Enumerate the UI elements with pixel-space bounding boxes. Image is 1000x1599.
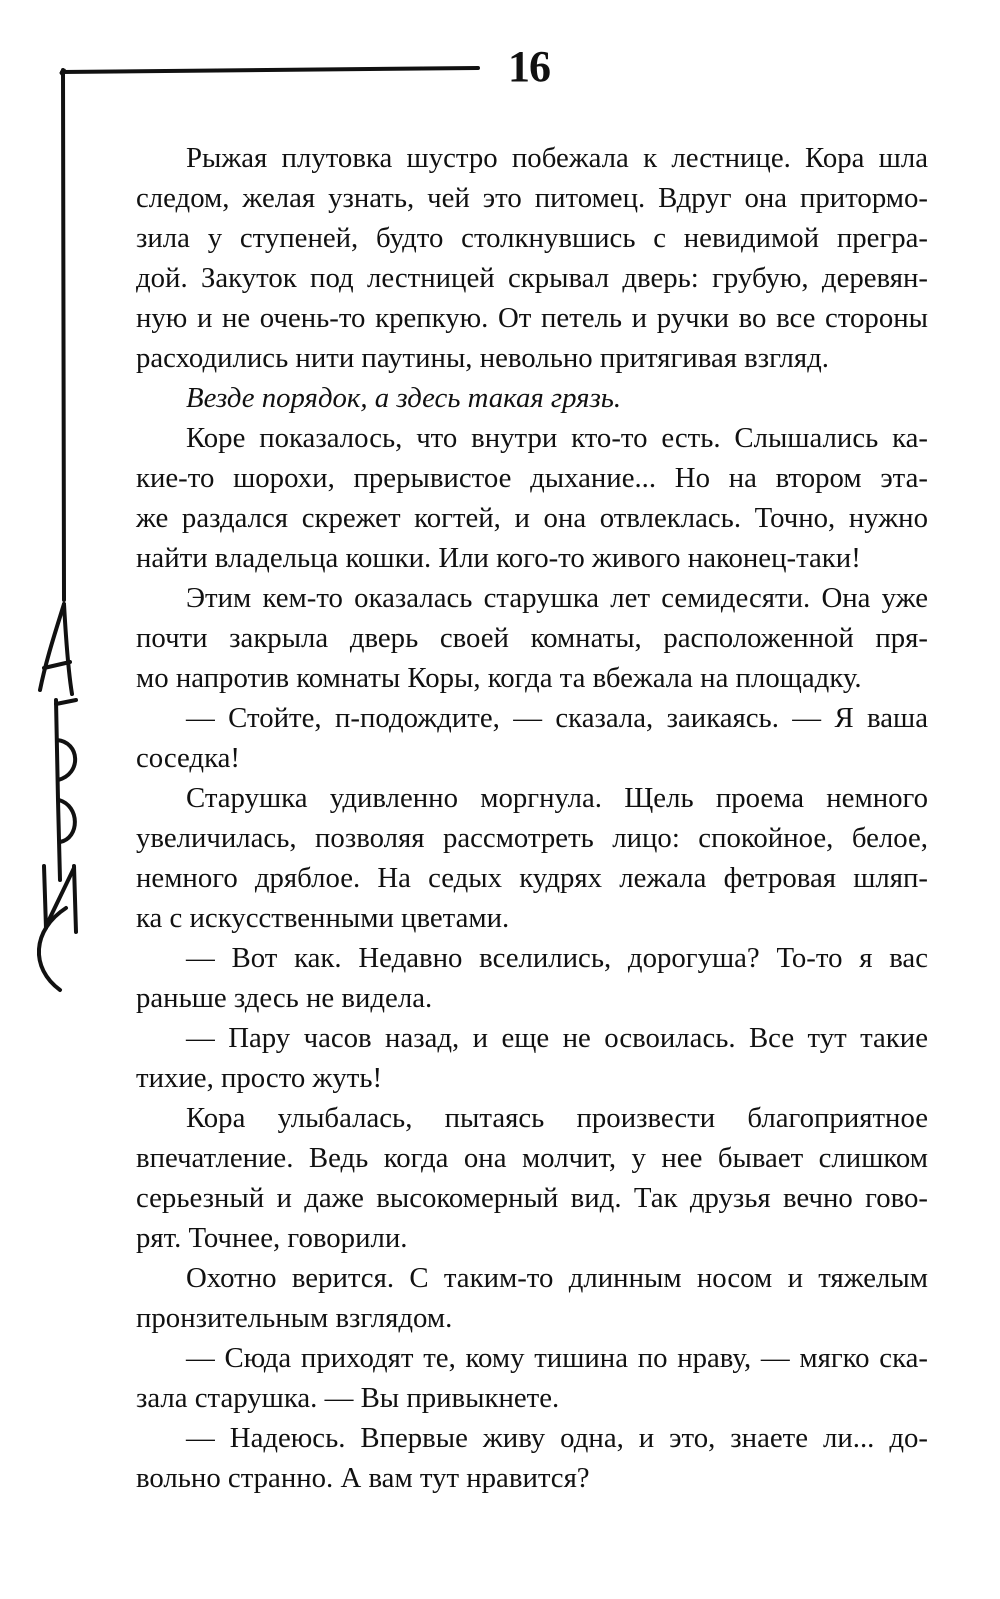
- paragraph: [136, 1098, 928, 1258]
- text-line: рят. Точнее, говорили.: [136, 1222, 408, 1254]
- text-line: Кора улыбалась, пытаясь произвести благоприятное: [186, 1102, 928, 1134]
- text-line: расходились нити паутины, невольно притягивая взгляд.: [136, 342, 829, 374]
- text-line: мо напротив комнаты Коры, когда та вбежала на площадку.: [136, 662, 862, 694]
- paragraph: [136, 698, 928, 778]
- text-line: увеличилась, позволяя рассмотреть лицо: спокойное, белое,: [136, 822, 928, 854]
- paragraph: [136, 778, 928, 938]
- text-line: зала старушка. — Вы привыкнете.: [136, 1382, 560, 1414]
- paragraph: [136, 1418, 928, 1498]
- text-line: — Вот как. Недавно вселились, дорогуша? То-то я вас: [186, 942, 928, 974]
- text-line: — Пару часов назад, и еще не освоилась. Все тут такие: [186, 1022, 928, 1054]
- text-line: зила у ступеней, будто столкнувшись с невидимой прегра-: [136, 222, 928, 254]
- paragraph: [136, 418, 928, 578]
- text-line: Этим кем-то оказалась старушка лет семидесяти. Она уже: [186, 582, 928, 614]
- text-line: найти владельца кошки. Или кого-то живого наконец-таки!: [136, 542, 861, 574]
- text-line: — Стойте, п-подождите, — сказала, заикаясь. — Я ваша: [186, 702, 928, 734]
- text-line: пронзительным взглядом.: [136, 1302, 453, 1334]
- side-title-lettering: [39, 604, 76, 990]
- text-line: Охотно верится. С таким-то длинным носом и тяжелым: [186, 1262, 928, 1294]
- text-line: почти закрыла дверь своей комнаты, расположенной пря-: [136, 622, 928, 654]
- text-line: вольно странно. А вам тут нравится?: [136, 1462, 590, 1494]
- text-line: ка с искусственными цветами.: [136, 902, 510, 934]
- paragraph: [136, 1338, 928, 1418]
- paragraph: [136, 1258, 928, 1338]
- text-line: тихие, просто жуть!: [136, 1062, 383, 1094]
- text-line: следом, желая узнать, чей это питомец. Вдруг она притормо-: [136, 182, 928, 214]
- paragraph: [136, 578, 928, 698]
- text-line: — Надеюсь. Впервые живу одна, и это, знаете ли... до-: [186, 1422, 928, 1454]
- text-line: кие-то шорохи, прерывистое дыхание... Но на втором эта-: [136, 462, 928, 494]
- text-line: дой. Закуток под лестницей скрывал дверь: грубую, деревян-: [136, 262, 928, 294]
- text-line: Коре показалось, что внутри кто-то есть. Слышались ка-: [186, 422, 928, 454]
- paragraph: [136, 138, 928, 378]
- text-line: ную и не очень-то крепкую. От петель и ручки во все стороны: [136, 302, 928, 334]
- page-number: 16: [508, 42, 550, 91]
- text-line: Старушка удивленно моргнула. Щель проема немного: [186, 782, 928, 814]
- paragraph: [136, 378, 928, 418]
- text-line: Рыжая плутовка шустро побежала к лестнице. Кора шла: [186, 142, 928, 174]
- text-line: серьезный и даже высокомерный вид. Так друзья вечно гово-: [136, 1182, 928, 1214]
- text-line: впечатление. Ведь когда она молчит, у нее бывает слишком: [136, 1142, 928, 1174]
- paragraph: [136, 938, 928, 1018]
- text-line: немного дряблое. На седых кудрях лежала фетровая шляп-: [136, 862, 928, 894]
- text-line: — Сюда приходят те, кому тишина по нраву, — мягко ска-: [186, 1342, 928, 1374]
- text-line: раньше здесь не видела.: [136, 982, 433, 1014]
- paragraph: [136, 1018, 928, 1098]
- text-line: Везде порядок, а здесь такая грязь.: [186, 382, 622, 414]
- text-line: соседка!: [136, 742, 241, 774]
- body-text: [136, 138, 928, 1498]
- text-line: же раздался скрежет когтей, и она отвлеклась. Точно, нужно: [136, 502, 928, 534]
